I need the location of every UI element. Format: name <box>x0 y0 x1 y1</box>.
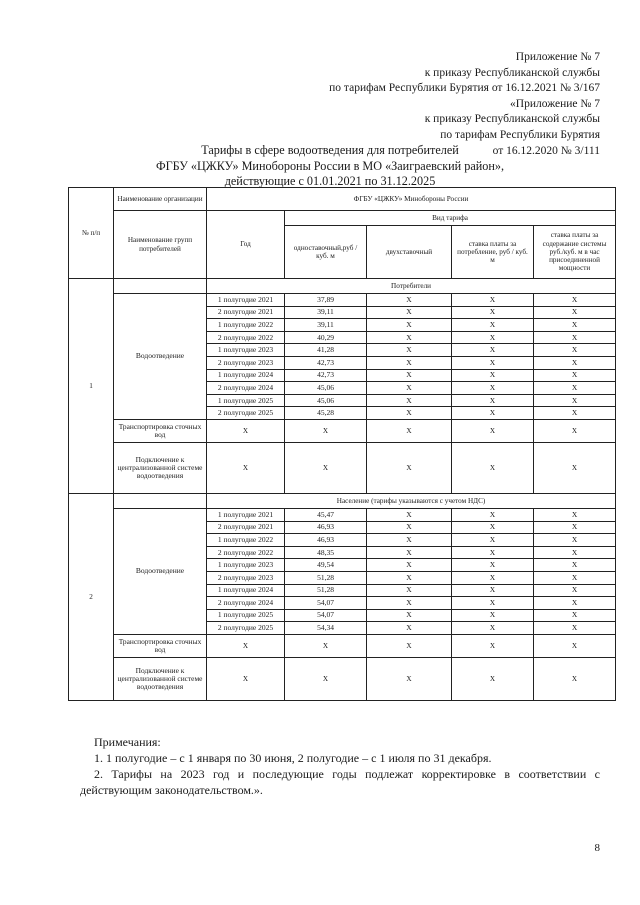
x-cell: X <box>285 442 367 493</box>
maintenance-rate-cell: X <box>534 609 616 622</box>
document-title <box>120 143 540 190</box>
maintenance-rate-cell: X <box>534 559 616 572</box>
x-cell: X <box>534 634 616 657</box>
transport-row <box>69 419 616 442</box>
header-line: к приказу Республиканской службы <box>424 66 600 79</box>
double-rate-cell: X <box>367 534 452 547</box>
notes-block <box>80 734 600 798</box>
connect-label: Подключение к централизованной системе водоотведения <box>114 442 207 493</box>
single-rate-cell: 49,54 <box>285 559 367 572</box>
consumption-rate-cell: X <box>452 294 534 307</box>
tariff-table <box>68 187 616 701</box>
period-cell: 1 полугодие 2021 <box>207 294 285 307</box>
x-cell: X <box>367 442 452 493</box>
org-name: ФГБУ «ЦЖКУ» Минобороны России <box>207 188 616 211</box>
period-cell: 2 полугодие 2024 <box>207 382 285 395</box>
col-num-header: № п/п <box>69 188 114 279</box>
section-number: 2 <box>69 493 114 700</box>
transport-row <box>69 634 616 657</box>
period-cell: 2 полугодие 2022 <box>207 331 285 344</box>
header-line: по тарифам Республики Бурятия <box>440 128 600 141</box>
consumption-rate-cell: X <box>452 597 534 610</box>
single-rate-cell: 42,73 <box>285 369 367 382</box>
consumption-rate-cell: X <box>452 571 534 584</box>
section-title: Население (тарифы указываются с учетом НДС) <box>207 493 616 508</box>
header-line: от 16.12.2020 № 3/111 <box>492 144 600 157</box>
col-rate-header: ставка платы за потребление, руб / куб. м <box>452 226 534 279</box>
single-rate-cell: 45,06 <box>285 382 367 395</box>
double-rate-cell: X <box>367 407 452 420</box>
period-cell: 2 полугодие 2021 <box>207 306 285 319</box>
consumption-rate-cell: X <box>452 546 534 559</box>
x-cell: X <box>534 419 616 442</box>
period-cell: 2 полугодие 2023 <box>207 356 285 369</box>
single-rate-cell: 51,28 <box>285 571 367 584</box>
x-cell: X <box>452 634 534 657</box>
maintenance-rate-cell: X <box>534 369 616 382</box>
single-rate-cell: 54,34 <box>285 622 367 635</box>
maintenance-rate-cell: X <box>534 319 616 332</box>
x-cell: X <box>285 419 367 442</box>
single-rate-cell: 39,11 <box>285 306 367 319</box>
consumption-rate-cell: X <box>452 584 534 597</box>
header-line: «Приложение № 7 <box>510 97 600 110</box>
single-rate-cell: 45,47 <box>285 508 367 521</box>
x-cell: X <box>207 634 285 657</box>
consumption-rate-cell: X <box>452 394 534 407</box>
connect-label: Подключение к централизованной системе водоотведения <box>114 657 207 700</box>
notes-heading: Примечания: <box>94 735 161 749</box>
x-cell: X <box>207 442 285 493</box>
period-cell: 1 полугодие 2021 <box>207 508 285 521</box>
x-cell: X <box>367 634 452 657</box>
col-double-header: двухставочный <box>367 226 452 279</box>
maintenance-rate-cell: X <box>534 407 616 420</box>
note-item: 1. 1 полугодие – с 1 января по 30 июня, 2 полугодие – с 1 июля по 31 декабря. <box>94 751 492 765</box>
table-row <box>69 508 616 521</box>
x-cell: X <box>367 657 452 700</box>
maintenance-rate-cell: X <box>534 584 616 597</box>
double-rate-cell: X <box>367 546 452 559</box>
double-rate-cell: X <box>367 344 452 357</box>
consumption-rate-cell: X <box>452 306 534 319</box>
double-rate-cell: X <box>367 609 452 622</box>
section-title: Потребители <box>207 279 616 294</box>
maintenance-rate-cell: X <box>534 344 616 357</box>
period-cell: 2 полугодие 2025 <box>207 622 285 635</box>
single-rate-cell: 46,93 <box>285 534 367 547</box>
header-line: по тарифам Республики Бурятия от 16.12.2021 № 3/167 <box>329 82 600 95</box>
x-cell: X <box>207 657 285 700</box>
consumption-rate-cell: X <box>452 622 534 635</box>
x-cell: X <box>534 657 616 700</box>
consumption-rate-cell: X <box>452 609 534 622</box>
maintenance-rate-cell: X <box>534 394 616 407</box>
col-single-header: одноставочный,руб / куб. м <box>285 226 367 279</box>
col-group-header: Наименование групп потребителей <box>114 211 207 279</box>
maintenance-rate-cell: X <box>534 546 616 559</box>
maintenance-rate-cell: X <box>534 521 616 534</box>
double-rate-cell: X <box>367 331 452 344</box>
x-cell: X <box>367 419 452 442</box>
tariff-type-header: Вид тарифа <box>285 211 616 226</box>
consumption-rate-cell: X <box>452 559 534 572</box>
x-cell: X <box>285 657 367 700</box>
blank-cell <box>114 493 207 508</box>
single-rate-cell: 39,11 <box>285 319 367 332</box>
consumption-rate-cell: X <box>452 521 534 534</box>
connect-row <box>69 657 616 700</box>
period-cell: 2 полугодие 2023 <box>207 571 285 584</box>
maintenance-rate-cell: X <box>534 331 616 344</box>
maintenance-rate-cell: X <box>534 508 616 521</box>
maintenance-rate-cell: X <box>534 356 616 369</box>
maintenance-rate-cell: X <box>534 306 616 319</box>
consumption-rate-cell: X <box>452 356 534 369</box>
consumption-rate-cell: X <box>452 369 534 382</box>
x-cell: X <box>452 442 534 493</box>
x-cell: X <box>452 419 534 442</box>
period-cell: 2 полугодие 2022 <box>207 546 285 559</box>
maintenance-rate-cell: X <box>534 597 616 610</box>
period-cell: 1 полугодие 2024 <box>207 369 285 382</box>
double-rate-cell: X <box>367 597 452 610</box>
single-rate-cell: 45,06 <box>285 394 367 407</box>
single-rate-cell: 48,35 <box>285 546 367 559</box>
double-rate-cell: X <box>367 622 452 635</box>
period-cell: 2 полугодие 2021 <box>207 521 285 534</box>
double-rate-cell: X <box>367 584 452 597</box>
double-rate-cell: X <box>367 508 452 521</box>
double-rate-cell: X <box>367 394 452 407</box>
double-rate-cell: X <box>367 319 452 332</box>
double-rate-cell: X <box>367 382 452 395</box>
period-cell: 1 полугодие 2025 <box>207 609 285 622</box>
double-rate-cell: X <box>367 356 452 369</box>
double-rate-cell: X <box>367 571 452 584</box>
maintenance-rate-cell: X <box>534 571 616 584</box>
period-cell: 1 полугодие 2023 <box>207 344 285 357</box>
col-year-header: Год <box>207 211 285 279</box>
single-rate-cell: 46,93 <box>285 521 367 534</box>
period-cell: 1 полугодие 2025 <box>207 394 285 407</box>
maintenance-rate-cell: X <box>534 294 616 307</box>
note-item: 2. Тарифы на 2023 год и последующие годы подлежат корректировке в соответствии с действующим законодательством.». <box>80 767 600 797</box>
transport-label: Транспортировка сточных вод <box>114 634 207 657</box>
period-cell: 1 полугодие 2023 <box>207 559 285 572</box>
title-line: ФГБУ «ЦЖКУ» Минобороны России в МО «Заиграевский район», <box>155 158 505 173</box>
page-number: 8 <box>594 842 600 854</box>
period-cell: 1 полугодие 2022 <box>207 319 285 332</box>
double-rate-cell: X <box>367 521 452 534</box>
consumption-rate-cell: X <box>452 331 534 344</box>
consumption-rate-cell: X <box>452 407 534 420</box>
consumption-rate-cell: X <box>452 319 534 332</box>
header-line: Приложение № 7 <box>515 51 600 63</box>
col-maint-header: ставка платы за содержание системы руб./куб. м в час присоединенной мощности <box>534 226 616 279</box>
col-org-header: Наименование организации <box>114 188 207 211</box>
single-rate-cell: 45,28 <box>285 407 367 420</box>
double-rate-cell: X <box>367 369 452 382</box>
double-rate-cell: X <box>367 559 452 572</box>
period-cell: 2 полугодие 2024 <box>207 597 285 610</box>
consumption-rate-cell: X <box>452 382 534 395</box>
single-rate-cell: 51,28 <box>285 584 367 597</box>
maintenance-rate-cell: X <box>534 534 616 547</box>
group-name: Водоотведение <box>114 508 207 634</box>
x-cell: X <box>285 634 367 657</box>
consumption-rate-cell: X <box>452 508 534 521</box>
single-rate-cell: 41,28 <box>285 344 367 357</box>
single-rate-cell: 40,29 <box>285 331 367 344</box>
x-cell: X <box>534 442 616 493</box>
blank-cell <box>114 279 207 294</box>
single-rate-cell: 37,89 <box>285 294 367 307</box>
transport-label: Транспортировка сточных вод <box>114 419 207 442</box>
group-name: Водоотведение <box>114 294 207 420</box>
connect-row <box>69 442 616 493</box>
header-line: к приказу Республиканской службы <box>424 113 600 126</box>
single-rate-cell: 54,07 <box>285 597 367 610</box>
maintenance-rate-cell: X <box>534 382 616 395</box>
double-rate-cell: X <box>367 306 452 319</box>
period-cell: 2 полугодие 2025 <box>207 407 285 420</box>
table-row <box>69 294 616 307</box>
consumption-rate-cell: X <box>452 534 534 547</box>
single-rate-cell: 42,73 <box>285 356 367 369</box>
single-rate-cell: 54,07 <box>285 609 367 622</box>
section-number: 1 <box>69 279 114 494</box>
double-rate-cell: X <box>367 294 452 307</box>
period-cell: 1 полугодие 2022 <box>207 534 285 547</box>
x-cell: X <box>207 419 285 442</box>
consumption-rate-cell: X <box>452 344 534 357</box>
period-cell: 1 полугодие 2024 <box>207 584 285 597</box>
title-line: Тарифы в сфере водоотведения для потребителей <box>201 143 459 157</box>
title-line: действующие с 01.01.2021 по 31.12.2025 <box>224 174 436 188</box>
x-cell: X <box>452 657 534 700</box>
maintenance-rate-cell: X <box>534 622 616 635</box>
